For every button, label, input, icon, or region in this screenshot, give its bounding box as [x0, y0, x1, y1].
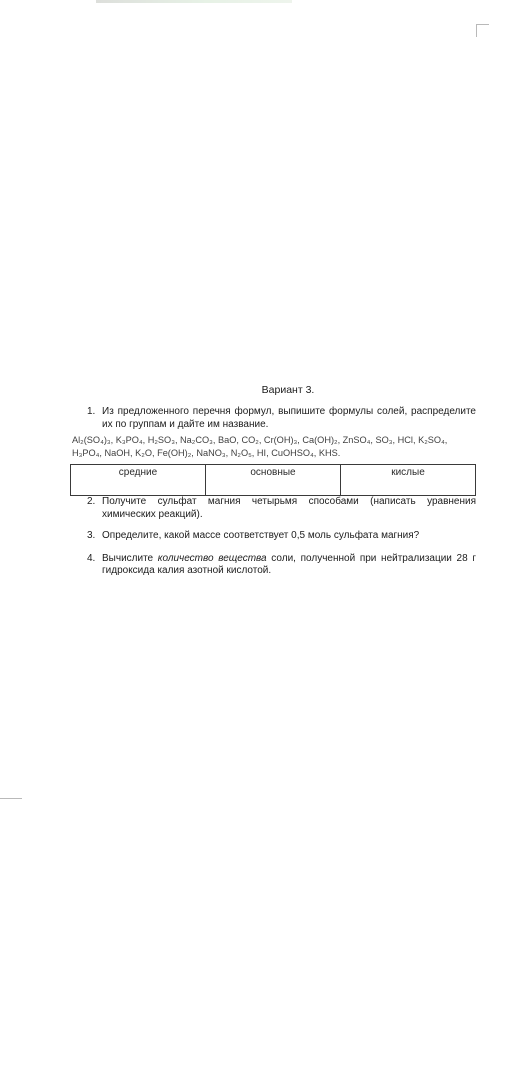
task-1 [70, 406, 476, 431]
page-edge-line [0, 798, 22, 799]
scan-edge-strip [96, 0, 292, 3]
page-corner-mark [476, 24, 489, 37]
task-number: 3. [87, 530, 96, 541]
column-acid-salts: кислые [341, 465, 476, 496]
task-text: Из предложенного перечня формул, выпишите формулы солей, распределите их по группам и дайте им название. [102, 406, 476, 430]
table-row [71, 465, 476, 496]
variant-title: Вариант 3. [261, 384, 315, 396]
column-basic-salts: основные [206, 465, 341, 496]
task-text-end: соли, полученной при нейтрализации 28 г гидроксида калия азотной кислотой. [102, 552, 476, 576]
task-text-start: Вычислите [102, 552, 158, 564]
formula-list: Al₂(SO₄)₃, K₃PO₄, H₂SO₃, Na₂CO₃, BaO, CO₂, Cr(OH)₃, Ca(OH)₂, ZnSO₄, SO₃, HCl, K₂SO₄, H₃PO₄, NaOH, K₂O, Fe(OH)₂, NaNO₃, N₂O₅, HI, CuOHSO₄, KHS. [72, 435, 448, 458]
task-text: Определите, какой массе соответствует 0,5 моль сульфата магния? [102, 530, 420, 541]
task-number: 2. [87, 496, 96, 507]
task-number: 1. [87, 406, 96, 417]
task-number: 4. [87, 552, 96, 564]
column-medium-salts: средние [71, 465, 206, 496]
task-4 [70, 553, 476, 578]
salt-groups-table [70, 464, 476, 496]
assignment-sheet [70, 384, 476, 578]
task-3 [70, 530, 476, 543]
task-text-emphasis: количество вещества [157, 552, 267, 564]
task-text: Получите сульфат магния четырьмя способами (написать уравнения химических реакций). [102, 496, 476, 520]
task-2 [70, 496, 476, 521]
